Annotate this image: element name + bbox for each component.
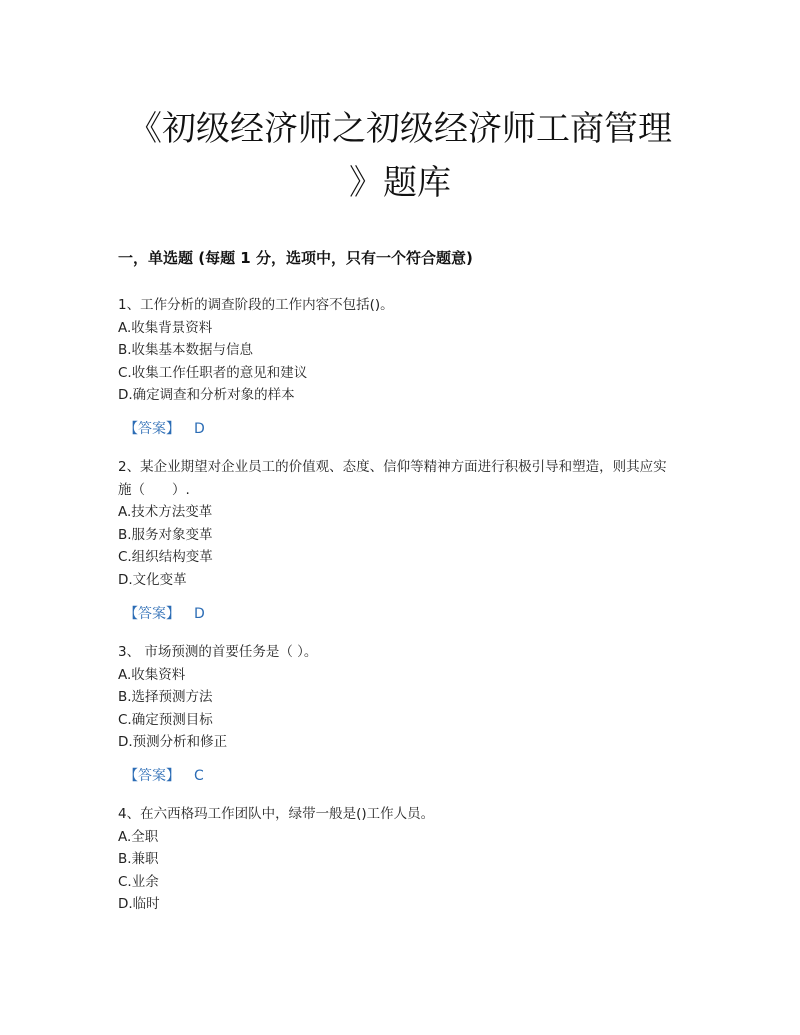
option-d: D.临时 — [118, 896, 160, 912]
question-stem: 3、 市场预测的首要任务是（ ）。 — [118, 644, 318, 660]
question-stem: 2、某企业期望对企业员工的价值观、态度、信仰等精神方面进行积极引导和塑造，则其应实施（ ）. — [118, 459, 667, 498]
option-a: A.收集背景资料 — [118, 319, 213, 336]
option-c: C.收集工作任职者的意见和建议 — [118, 364, 308, 381]
answer-label: 【答案】 — [124, 606, 180, 622]
question-1 — [118, 294, 678, 437]
answer-value: D — [194, 421, 205, 437]
section-heading: 一，单选题 (每题 1 分，选项中，只有一个符合题意) — [118, 249, 473, 267]
question-3 — [118, 641, 678, 784]
option-a: A.技术方法变革 — [118, 504, 213, 520]
document-title-line-1: 《初级经济师之初级经济师工商管理 — [128, 109, 672, 149]
answer-label: 【答案】 — [124, 768, 180, 784]
question-stem: 4、在六西格玛工作团队中，绿带一般是()工作人员。 — [118, 806, 435, 822]
option-a: A.收集资料 — [118, 666, 186, 683]
answer-line — [118, 418, 205, 440]
option-b: B.收集基本数据与信息 — [118, 342, 254, 358]
option-b: B.服务对象变革 — [118, 526, 213, 543]
option-d: D.文化变革 — [118, 571, 187, 588]
answer-value: C — [194, 768, 204, 784]
option-a: A.全职 — [118, 828, 159, 845]
answer-line — [118, 765, 204, 787]
answer-label: 【答案】 — [124, 421, 180, 437]
option-d: D.预测分析和修正 — [118, 734, 228, 750]
option-c: C.组织结构变革 — [118, 549, 213, 565]
answer-line — [118, 603, 205, 625]
option-c: C.业余 — [118, 873, 159, 890]
option-b: B.选择预测方法 — [118, 689, 213, 705]
option-c: C.确定预测目标 — [118, 711, 213, 728]
option-d: D.确定调查和分析对象的样本 — [118, 387, 295, 403]
question-2 — [118, 456, 678, 622]
question-stem: 1、工作分析的调查阶段的工作内容不包括()。 — [118, 297, 394, 313]
document-title — [100, 102, 700, 210]
option-b: B.兼职 — [118, 851, 159, 867]
answer-value: D — [194, 606, 205, 622]
question-4 — [118, 803, 678, 916]
document-title-line-2: 》题库 — [349, 163, 451, 203]
